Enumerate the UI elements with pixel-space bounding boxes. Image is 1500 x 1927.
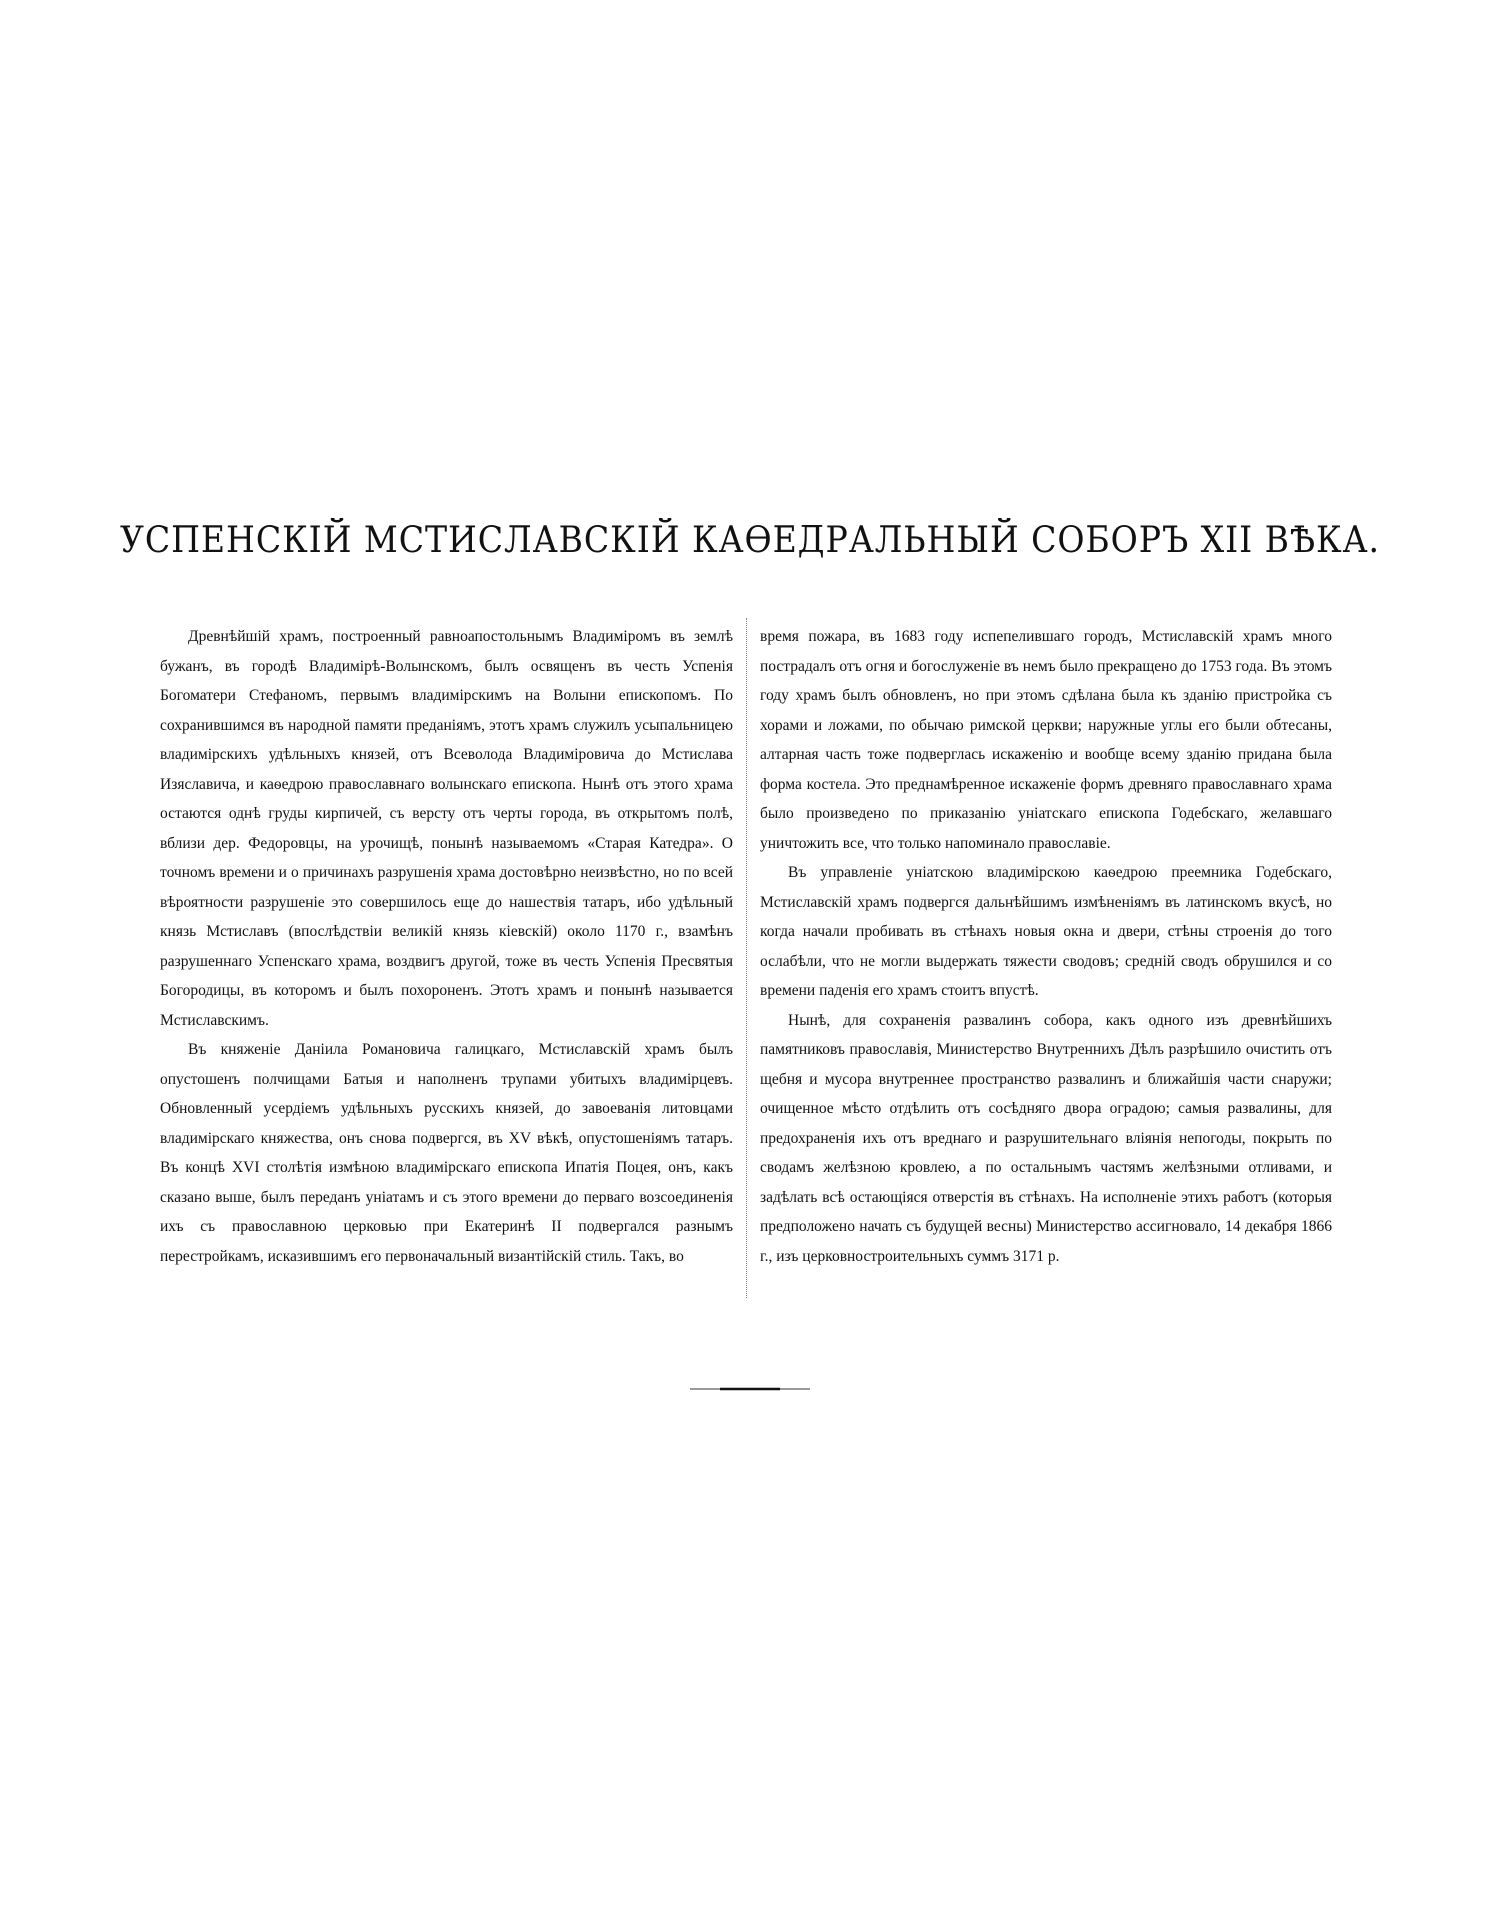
paragraph-3: Въ управленіе уніатскою владимірскою каѳедрою преемника Годебскаго, Мстиславскій храмъ подвергся дальнѣйшимъ измѣненіямъ въ латинскомъ вкусѣ, но когда начали пробивать въ стѣнахъ новыя окна и двери, стѣны строенія до того ослабѣли, что не могли выдержать тяжести сводовъ; средній сводъ обрушился и со времени паденія его храмъ стоитъ впустѣ. [760,864,1332,999]
paragraph-4: Нынѣ, для сохраненія развалинъ собора, какъ одного изъ древнѣйшихъ памятниковъ православія, Министерство Внутреннихъ Дѣлъ разрѣшило очистить отъ щебня и мусора внутреннее пространство развалинъ и ближайшія части снаружи; очищенное мѣсто отдѣлить отъ сосѣдняго двора оградою; самыя развалины, для предохраненія ихъ отъ вреднаго и разрушительнаго вліянія непогоды, покрыть по сводамъ желѣзною кровлею, а по остальнымъ частямъ желѣзными отливами, и задѣлать всѣ остающіяся отверстія въ стѣнахъ. На исполненіе этихъ работъ (которыя предположено начать съ будущей весны) Министерство ассигновало, 14 декабря 1866 г., изъ церковностроительныхъ суммъ 3171 р. [760,1011,1332,1265]
paragraph-1: Древнѣйшій храмъ, построенный равноапостольнымъ Владиміромъ въ землѣ бужанъ, въ городѣ Владимірѣ-Волынскомъ, былъ освященъ въ честь Успенія Богоматери Стефаномъ, первымъ владимірскимъ на Волыни епископомъ. По сохранившимся въ народной памяти преданіямъ, этотъ храмъ служилъ усыпальницею владимірскихъ удѣльныхъ князей, отъ Всеволода Владиміровича до Мстислава Изяславича, и каѳедрою православнаго волынскаго епископа. Нынѣ отъ этого храма остаются однѣ груды кирпичей, съ версту отъ черты города, въ открытомъ полѣ, вблизи дер. Федоровцы, на урочищѣ, понынѣ называемомъ «Старая Катедра». О точномъ времени и о причинахъ разрушенія храма достовѣрно неизвѣстно, но по всей вѣроятности разрушеніе это совершилось еще до нашествія татаръ, ибо удѣльный князь Мстиславъ (впослѣдствіи великій князь кіевскій) около 1170 г., взамѣнъ разрушеннаго Успенскаго храма, воздвигъ другой, тоже въ честь Успенія Пресвятыя Богородицы, въ которомъ и былъ похороненъ. Этотъ храмъ и понынѣ называется Мстиславскимъ. [160,628,733,1029]
column-divider [746,618,747,1298]
paragraph-2: Въ княженіе Даніила Романовича галицкаго, Мстиславскій храмъ былъ опустошенъ полчищами Батыя и наполненъ трупами убитыхъ владимірцевъ. Обновленный усердіемъ удѣльныхъ русскихъ князей, до завоеванія литовцами владимірскаго княжества, онъ снова подвергся, въ XV вѣкѣ, опустошеніямъ татаръ. Въ концѣ XVI столѣтія измѣною владимірскаго епископа Ипатія Поцея, онъ, какъ сказано выше, былъ переданъ уніатамъ и съ этого времени до перваго возсоединенія ихъ съ православною церковью при Екатеринѣ II подвергался разнымъ перестройкамъ, исказившимъ его первоначальный византійскій стиль. Такъ, во [160,1041,733,1265]
left-column [160,622,733,1271]
right-column [760,622,1332,1271]
paragraph-2-continued: время пожара, въ 1683 году испепелившаго городъ, Мстиславскій храмъ много пострадалъ отъ огня и богослуженіе въ немъ было прекращено до 1753 года. Въ этомъ году храмъ былъ обновленъ, но при этомъ сдѣлана была къ зданію пристройка съ хорами и ложами, по обычаю римской церкви; наружные углы его были обтесаны, алтарная часть тоже подверглась искаженію и вообще всему зданію придана была форма костела. Это преднамѣренное искаженіе формъ древняго православнаго храма было произведено по приказанію уніатскаго епископа Годебскаго, желавшаго уничтожить все, что только напоминало православіе. [760,628,1332,852]
end-ornament [690,1386,810,1392]
page-title: УСПЕНСКІЙ МСТИСЛАВСКІЙ КАѲЕДРАЛЬНЫЙ СОБОРЪ XII ВѢКА. [120,520,1380,561]
